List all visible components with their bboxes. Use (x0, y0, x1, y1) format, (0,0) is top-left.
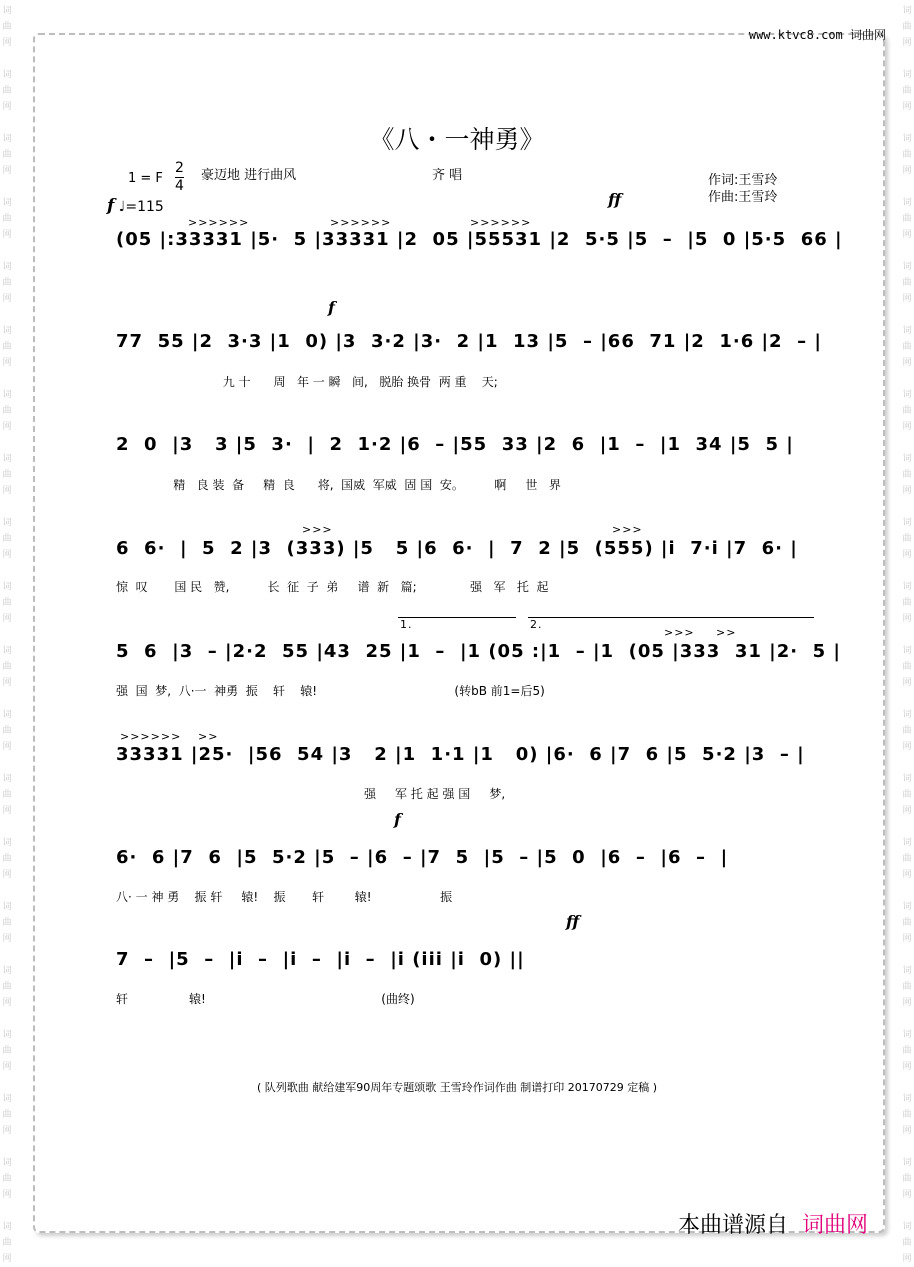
watermark-glyph: 网 (902, 1190, 912, 1200)
score-line-1: (05 |:33331 |5· 5 |33331 |2 05 |55531 |2 5·5 |5 – |5 0 |5·5 66 | (116, 229, 843, 250)
watermark-glyph: 词 (902, 646, 912, 656)
watermark-glyph: 网 (902, 230, 912, 240)
watermark-glyph: 词 (902, 518, 912, 528)
dynamic-f-2: f (394, 810, 401, 829)
watermark-glyph: 曲 (2, 342, 12, 352)
watermark-glyph: 网 (902, 486, 912, 496)
watermark-glyph: 网 (902, 614, 912, 624)
watermark-glyph: 网 (902, 998, 912, 1008)
watermark-glyph: 曲 (2, 1174, 12, 1184)
style-marking: 豪迈地 进行曲风 (201, 168, 297, 183)
watermark-glyph: 曲 (2, 1238, 12, 1248)
watermark-glyph: 曲 (902, 470, 912, 480)
watermark-glyph: 曲 (902, 918, 912, 928)
watermark-glyph: 网 (902, 742, 912, 752)
watermark-glyph: 网 (2, 1062, 12, 1072)
accent-group: >>> (612, 523, 643, 536)
watermark-glyph: 词 (902, 198, 912, 208)
accent-group: >> (198, 730, 219, 743)
accent-group: >> (716, 626, 737, 639)
source-brand-link[interactable]: 词曲网 (801, 1213, 868, 1238)
watermark-glyph: 网 (2, 166, 12, 176)
watermark-glyph: 曲 (2, 86, 12, 96)
watermark-glyph: 曲 (2, 726, 12, 736)
watermark-glyph: 网 (902, 102, 912, 112)
watermark-glyph: 网 (2, 614, 12, 624)
watermark-glyph: 网 (902, 934, 912, 944)
lyric-line-8: 轩 辕! (曲终) (116, 992, 415, 1006)
watermark-glyph: 网 (902, 358, 912, 368)
watermark-glyph: 词 (2, 454, 12, 464)
watermark-glyph: 词 (902, 710, 912, 720)
watermark-glyph: 词 (2, 326, 12, 336)
watermark-glyph: 曲 (2, 854, 12, 864)
watermark-glyph: 网 (902, 422, 912, 432)
score-line-3: 2 0 |3 3 |5 3· | 2 1·2 |6 – |55 33 |2 6 |1 – |1 34 |5 5 | (116, 434, 794, 455)
time-signature (175, 160, 184, 195)
watermark-glyph: 词 (2, 966, 12, 976)
tempo-dynamic: f (107, 196, 115, 216)
song-title: 《八・一神勇》 (369, 125, 545, 154)
dynamic-ff-2: ff (566, 912, 580, 931)
watermark-glyph: 曲 (902, 278, 912, 288)
volta-bracket-2 (528, 617, 814, 618)
watermark-glyph: 网 (2, 358, 12, 368)
watermark-glyph: 曲 (902, 86, 912, 96)
watermark-glyph: 曲 (2, 534, 12, 544)
score-line-5: 5 6 |3 – |2·2 55 |43 25 |1 – |1 (05 :|1 – |1 (05 |333 31 |2· 5 | (116, 641, 841, 662)
watermark-glyph: 网 (902, 870, 912, 880)
watermark-glyph: 网 (2, 1254, 12, 1264)
footer-note: ( 队列歌曲 献给建军90周年专题颂歌 王雪玲作词作曲 制谱打印 20170729 定稿 ) (256, 1081, 658, 1094)
lyric-line-3: 精 良 装 备 精 良 将, 国威 军威 固 国 安。 啊 世 界 (116, 478, 561, 492)
performance-marking: 齐 唱 (432, 168, 463, 183)
tempo-value: ♩=115 (118, 199, 164, 215)
accent-group: >>> (664, 626, 695, 639)
watermark-glyph: 词 (2, 1158, 12, 1168)
watermark-glyph: 词 (2, 518, 12, 528)
accent-group: >>> (302, 523, 333, 536)
watermark-glyph: 曲 (2, 598, 12, 608)
score-line-7: 6· 6 |7 6 |5 5·2 |5 – |6 – |7 5 |5 – |5 0 |6 – |6 – | (116, 847, 729, 868)
watermark-glyph: 曲 (902, 982, 912, 992)
watermark-glyph: 网 (902, 294, 912, 304)
watermark-glyph: 词 (902, 1158, 912, 1168)
watermark-glyph: 曲 (902, 342, 912, 352)
lyric-line-4: 惊 叹 国 民 赞, 长 征 子 弟 谱 新 篇; 强 军 托 起 (116, 580, 549, 594)
watermark-glyph: 网 (2, 102, 12, 112)
watermark-glyph: 曲 (2, 982, 12, 992)
watermark-glyph: 曲 (2, 214, 12, 224)
watermark-glyph: 词 (902, 966, 912, 976)
watermark-glyph: 曲 (2, 406, 12, 416)
volta-label-1: 1. (400, 618, 413, 631)
watermark-glyph: 词 (902, 70, 912, 80)
watermark-glyph: 曲 (2, 278, 12, 288)
watermark-glyph: 网 (902, 166, 912, 176)
watermark-glyph: 词 (902, 390, 912, 400)
lyric-line-2: 九 十 周 年 一 瞬 间, 脱胎 换骨 两 重 天; (116, 375, 498, 389)
watermark-glyph: 词 (902, 902, 912, 912)
lyric-line-7: 八· 一 神 勇 振 轩 辕! 振 轩 辕! 振 (116, 890, 453, 904)
accent-group: >>>>>> (188, 216, 250, 229)
watermark-glyph: 词 (902, 454, 912, 464)
watermark-glyph: 网 (2, 870, 12, 880)
watermark-glyph: 词 (2, 6, 12, 16)
watermark-glyph: 曲 (2, 662, 12, 672)
watermark-glyph: 曲 (902, 598, 912, 608)
watermark-glyph: 词 (2, 1222, 12, 1232)
watermark-glyph: 词 (2, 646, 12, 656)
watermark-glyph: 网 (902, 1062, 912, 1072)
watermark-glyph: 词 (2, 582, 12, 592)
watermark-glyph: 词 (902, 1030, 912, 1040)
composer: 作曲:王雪玲 (708, 190, 778, 205)
accent-group: >>>>>> (120, 730, 182, 743)
lyricist: 作词:王雪玲 (708, 173, 778, 188)
watermark-glyph: 网 (902, 1254, 912, 1264)
lyric-line-6: 强 军 托 起 强 国 梦, (116, 787, 506, 801)
watermark-glyph: 词 (902, 6, 912, 16)
watermark-glyph: 词 (902, 774, 912, 784)
tempo-marking (107, 196, 164, 216)
watermark-glyph: 词 (2, 198, 12, 208)
volta-label-2: 2. (530, 618, 543, 631)
watermark-glyph: 词 (2, 774, 12, 784)
watermark-glyph: 网 (2, 294, 12, 304)
watermark-glyph: 词 (2, 262, 12, 272)
watermark-glyph: 网 (2, 934, 12, 944)
watermark-glyph: 词 (902, 134, 912, 144)
watermark-glyph: 曲 (2, 790, 12, 800)
watermark-glyph: 曲 (2, 22, 12, 32)
watermark-glyph: 网 (2, 742, 12, 752)
watermark-glyph: 网 (2, 550, 12, 560)
dynamic-f-1: f (328, 298, 335, 317)
score-line-8: 7 – |5 – |i – |i – |i – |i (iii |i 0) || (116, 949, 525, 970)
watermark-right (900, 0, 914, 1267)
watermark-glyph: 曲 (902, 406, 912, 416)
watermark-glyph: 曲 (902, 1110, 912, 1120)
watermark-glyph: 词 (902, 262, 912, 272)
watermark-glyph: 网 (2, 38, 12, 48)
watermark-glyph: 网 (902, 550, 912, 560)
watermark-glyph: 曲 (2, 1046, 12, 1056)
watermark-glyph: 词 (2, 710, 12, 720)
watermark-glyph: 词 (2, 902, 12, 912)
score-line-4: 6 6· | 5 2 |3 (333) |5 5 |6 6· | 7 2 |5 (555) |i 7·i |7 6· | (116, 538, 798, 559)
time-sig-denominator: 4 (175, 178, 184, 194)
watermark-glyph: 词 (2, 1094, 12, 1104)
watermark-glyph: 曲 (902, 214, 912, 224)
source-credit (678, 1208, 868, 1239)
watermark-glyph: 词 (902, 838, 912, 848)
watermark-glyph: 网 (2, 422, 12, 432)
watermark-glyph: 网 (2, 1190, 12, 1200)
watermark-glyph: 词 (902, 582, 912, 592)
watermark-glyph: 曲 (2, 1110, 12, 1120)
watermark-glyph: 网 (2, 678, 12, 688)
watermark-glyph: 词 (2, 134, 12, 144)
watermark-glyph: 网 (902, 678, 912, 688)
accent-group: >>>>>> (470, 216, 532, 229)
watermark-glyph: 词 (2, 838, 12, 848)
watermark-glyph: 曲 (902, 150, 912, 160)
watermark-glyph: 曲 (902, 854, 912, 864)
watermark-glyph: 网 (902, 806, 912, 816)
watermark-glyph: 曲 (2, 150, 12, 160)
key-signature: 1 = F (128, 171, 163, 186)
score-line-6: 33331 |25· |56 54 |3 2 |1 1·1 |1 0) |6· 6 |7 6 |5 5·2 |3 – | (116, 744, 805, 765)
watermark-glyph: 词 (902, 1222, 912, 1232)
watermark-glyph: 词 (902, 1094, 912, 1104)
volta-bracket-1 (398, 617, 516, 618)
watermark-glyph: 曲 (902, 726, 912, 736)
accent-group: >>>>>> (330, 216, 392, 229)
watermark-glyph: 曲 (902, 1046, 912, 1056)
watermark-glyph: 曲 (902, 534, 912, 544)
watermark-glyph: 词 (902, 326, 912, 336)
watermark-glyph: 网 (902, 38, 912, 48)
dynamic-ff-1: ff (608, 190, 622, 209)
watermark-glyph: 曲 (902, 790, 912, 800)
watermark-glyph: 曲 (902, 662, 912, 672)
watermark-glyph: 网 (2, 806, 12, 816)
watermark-glyph: 词 (2, 70, 12, 80)
watermark-glyph: 网 (2, 1126, 12, 1136)
watermark-glyph: 词 (2, 390, 12, 400)
watermark-glyph: 曲 (2, 918, 12, 928)
watermark-glyph: 曲 (902, 1238, 912, 1248)
source-prefix: 本曲谱源自 (677, 1213, 788, 1238)
watermark-glyph: 曲 (902, 1174, 912, 1184)
watermark-glyph: 网 (2, 230, 12, 240)
watermark-left (0, 0, 14, 1267)
watermark-glyph: 词 (2, 1030, 12, 1040)
watermark-glyph: 曲 (2, 470, 12, 480)
lyric-line-5: 强 国 梦, 八·一 神勇 振 轩 辕! (转bB 前1=后5) (116, 684, 545, 698)
watermark-glyph: 网 (2, 998, 12, 1008)
watermark-glyph: 网 (902, 1126, 912, 1136)
watermark-glyph: 曲 (902, 22, 912, 32)
time-sig-numerator: 2 (175, 160, 184, 176)
score-line-2: 77 55 |2 3·3 |1 0) |3 3·2 |3· 2 |1 13 |5 – |66 71 |2 1·6 |2 – | (116, 331, 822, 352)
watermark-glyph: 网 (2, 486, 12, 496)
site-label[interactable]: www.ktvc8.com 词曲网 (748, 28, 886, 42)
